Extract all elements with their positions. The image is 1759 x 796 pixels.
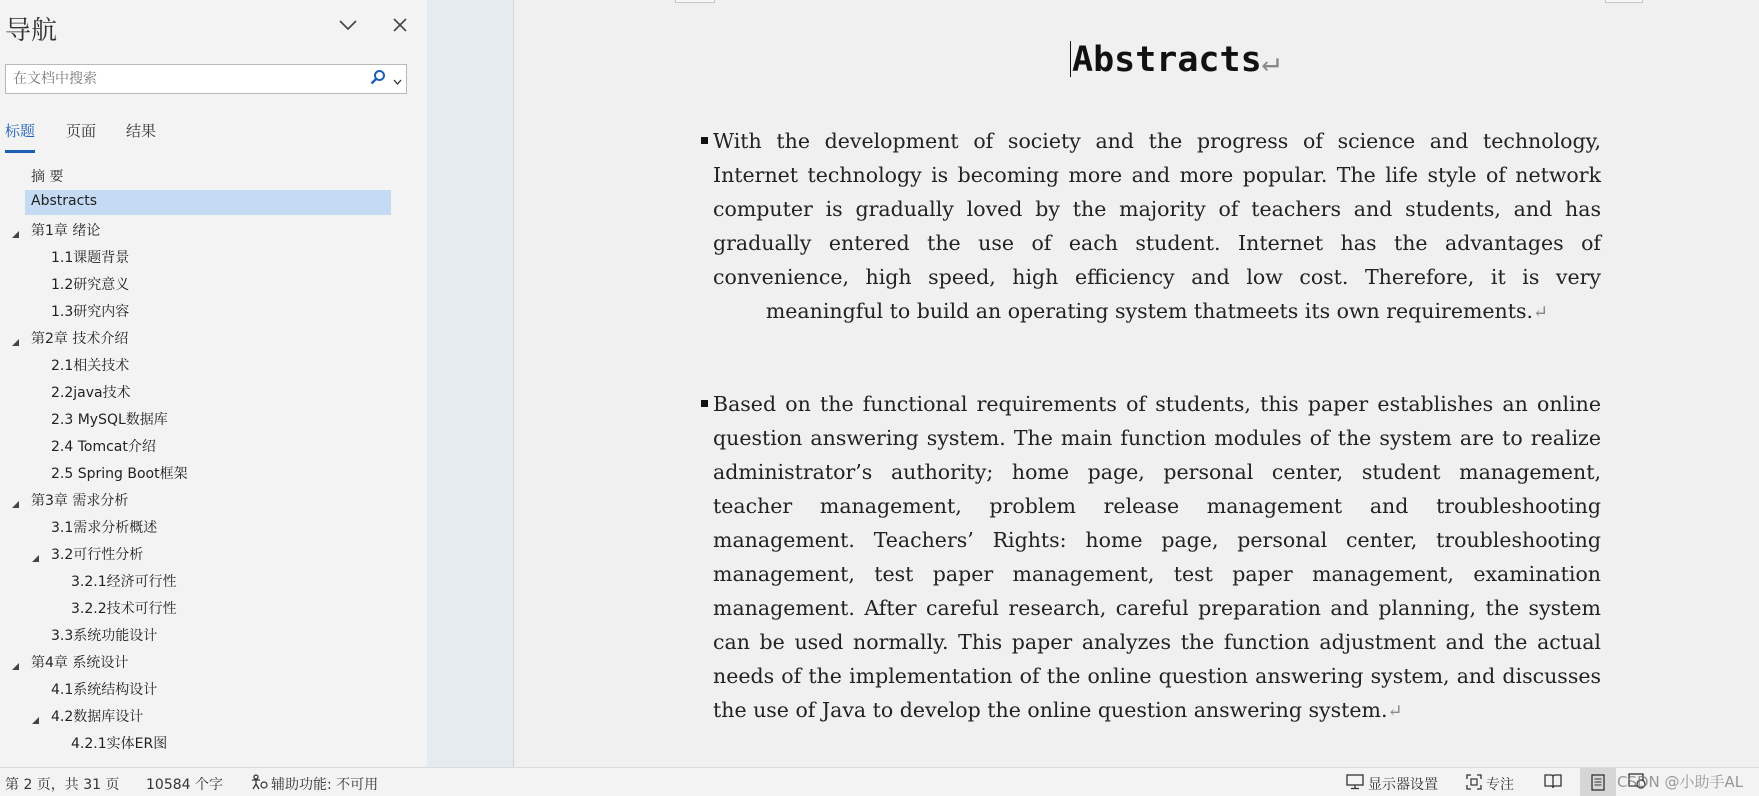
heading-item-label: 4.2.1实体ER图 bbox=[71, 736, 168, 752]
paragraph-mark-icon: ↵ bbox=[1387, 701, 1403, 722]
expand-triangle-icon[interactable] bbox=[11, 224, 20, 243]
read-mode-icon[interactable] bbox=[1544, 773, 1562, 793]
search-icon bbox=[370, 69, 386, 89]
heading-item[interactable] bbox=[0, 514, 427, 539]
expand-triangle-icon[interactable] bbox=[11, 494, 20, 513]
heading-item[interactable] bbox=[0, 433, 427, 458]
heading-item[interactable] bbox=[0, 676, 427, 701]
heading-item-label: 3.2可行性分析 bbox=[51, 547, 144, 563]
navigation-pane bbox=[0, 0, 427, 767]
focus-icon bbox=[1466, 774, 1482, 794]
pane-splitter[interactable] bbox=[427, 0, 514, 767]
heading-item-label: 3.2.1经济可行性 bbox=[71, 574, 177, 590]
chevron-down-icon bbox=[393, 70, 402, 89]
document-title-text: Abstracts bbox=[1072, 40, 1262, 80]
nav-options-chevron-down-icon[interactable] bbox=[332, 8, 364, 42]
heading-item[interactable] bbox=[0, 325, 427, 350]
heading-item-label: 2.2java技术 bbox=[51, 385, 131, 401]
heading-item-label: 4.2数据库设计 bbox=[51, 709, 144, 725]
page-count[interactable]: 第 2 页，共 31 页 bbox=[5, 777, 120, 793]
tab-headings[interactable]: 标题 bbox=[5, 122, 36, 140]
status-bar bbox=[0, 767, 1759, 796]
expand-triangle-icon[interactable] bbox=[31, 548, 40, 567]
heading-item[interactable] bbox=[0, 595, 427, 620]
heading-item[interactable] bbox=[0, 541, 427, 566]
tab-pages[interactable]: 页面 bbox=[66, 122, 97, 140]
nav-close-icon[interactable] bbox=[384, 8, 416, 42]
heading-item[interactable] bbox=[0, 649, 427, 674]
nav-pane-title: 导航 bbox=[5, 16, 58, 46]
heading-item-label: 2.5 Spring Boot框架 bbox=[51, 466, 188, 482]
heading-item-label: 摘 要 bbox=[31, 169, 64, 185]
heading-item-label: 1.2研究意义 bbox=[51, 277, 130, 293]
page-corner-marker bbox=[675, 0, 715, 3]
heading-item[interactable] bbox=[0, 730, 427, 755]
heading-item-label: 第2章 技术介绍 bbox=[31, 331, 129, 347]
abstract-paragraph[interactable] bbox=[713, 387, 1601, 729]
print-layout-icon[interactable] bbox=[1580, 768, 1616, 796]
heading-item[interactable] bbox=[0, 271, 427, 296]
focus-label: 专注 bbox=[1486, 777, 1514, 793]
heading-item-label: 1.3研究内容 bbox=[51, 304, 130, 320]
heading-item-label: 2.1相关技术 bbox=[51, 358, 130, 374]
text-cursor bbox=[1070, 41, 1071, 77]
expand-triangle-icon[interactable] bbox=[11, 656, 20, 675]
document-area bbox=[515, 0, 1759, 767]
heading-item[interactable] bbox=[0, 406, 427, 431]
heading-item-label: 1.1课题背景 bbox=[51, 250, 130, 266]
heading-item[interactable] bbox=[0, 190, 427, 215]
page-corner-marker bbox=[1605, 0, 1643, 3]
heading-item-label: 第3章 需求分析 bbox=[31, 493, 129, 509]
document-title[interactable] bbox=[1070, 40, 1280, 80]
paragraph-text: With the development of society and the progress of science and technology, Internet technology is becoming more and more popular. The life style of network computer is gradually loved by the majority of teachers and students, and has gradually entered the use of each student. Internet has the advantages of convenience, high speed, high efficiency and low cost. Therefore, it is very meaningful to build an operating system thatmeets its own requirements. bbox=[713, 129, 1601, 323]
heading-item-label: 3.2.2技术可行性 bbox=[71, 601, 177, 617]
heading-item-label: 第1章 绪论 bbox=[31, 223, 101, 239]
heading-item-label: 3.1需求分析概述 bbox=[51, 520, 158, 536]
accessibility-status[interactable] bbox=[250, 774, 378, 794]
paragraph-mark-icon: ↵ bbox=[1533, 302, 1549, 323]
paragraph-bullet-icon bbox=[701, 137, 708, 144]
heading-item[interactable] bbox=[0, 352, 427, 377]
watermark: CSDN @小助手AL bbox=[1617, 773, 1744, 791]
heading-item[interactable] bbox=[0, 487, 427, 512]
heading-item[interactable] bbox=[0, 568, 427, 593]
abstract-paragraph[interactable] bbox=[713, 124, 1601, 330]
heading-item-label: 3.3系统功能设计 bbox=[51, 628, 158, 644]
search-box bbox=[5, 64, 407, 94]
heading-item[interactable] bbox=[0, 379, 427, 404]
heading-item[interactable] bbox=[0, 163, 427, 188]
search-input[interactable] bbox=[6, 65, 366, 93]
heading-item[interactable] bbox=[0, 244, 427, 269]
accessibility-label: 辅助功能: 不可用 bbox=[271, 777, 379, 793]
heading-item-label: 第4章 系统设计 bbox=[31, 655, 129, 671]
heading-item-label: 2.3 MySQL数据库 bbox=[51, 412, 168, 428]
paragraph-mark-icon: ↵ bbox=[1261, 44, 1280, 79]
heading-item-label: 2.4 Tomcat介绍 bbox=[51, 439, 156, 455]
search-dropdown-button[interactable] bbox=[370, 69, 402, 89]
heading-item[interactable] bbox=[0, 298, 427, 323]
paragraph-text: Based on the functional requirements of students, this paper establishes an online question answering system. The main function modules of the system are to realize administrator’s authority; home page, personal center, student management, teacher management, problem release management and troubleshooting management. Teachers’ Rights: home page, personal center, troubleshooting management, test paper management, test paper management, examination management. After careful research, careful preparation and planning, the system can be used normally. This paper analyzes the function adjustment and the actual needs of the implementation of the online question answering system, and discusses the use of Java to develop the online question answering system. bbox=[713, 392, 1601, 722]
focus-mode-button[interactable] bbox=[1466, 774, 1514, 794]
display-settings-label: 显示器设置 bbox=[1368, 777, 1438, 793]
heading-item-label: Abstracts bbox=[31, 193, 98, 209]
heading-item[interactable] bbox=[0, 703, 427, 728]
expand-triangle-icon[interactable] bbox=[31, 710, 40, 729]
monitor-icon bbox=[1346, 774, 1364, 794]
accessibility-icon bbox=[250, 774, 268, 794]
heading-item-label: 4.1系统结构设计 bbox=[51, 682, 158, 698]
heading-item[interactable] bbox=[0, 622, 427, 647]
expand-triangle-icon[interactable] bbox=[11, 332, 20, 351]
heading-item[interactable] bbox=[0, 460, 427, 485]
paragraph-bullet-icon bbox=[701, 400, 708, 407]
word-count[interactable]: 10584 个字 bbox=[146, 777, 223, 793]
heading-item[interactable] bbox=[0, 217, 427, 242]
display-settings-button[interactable] bbox=[1346, 774, 1438, 794]
tab-results[interactable]: 结果 bbox=[126, 122, 157, 140]
